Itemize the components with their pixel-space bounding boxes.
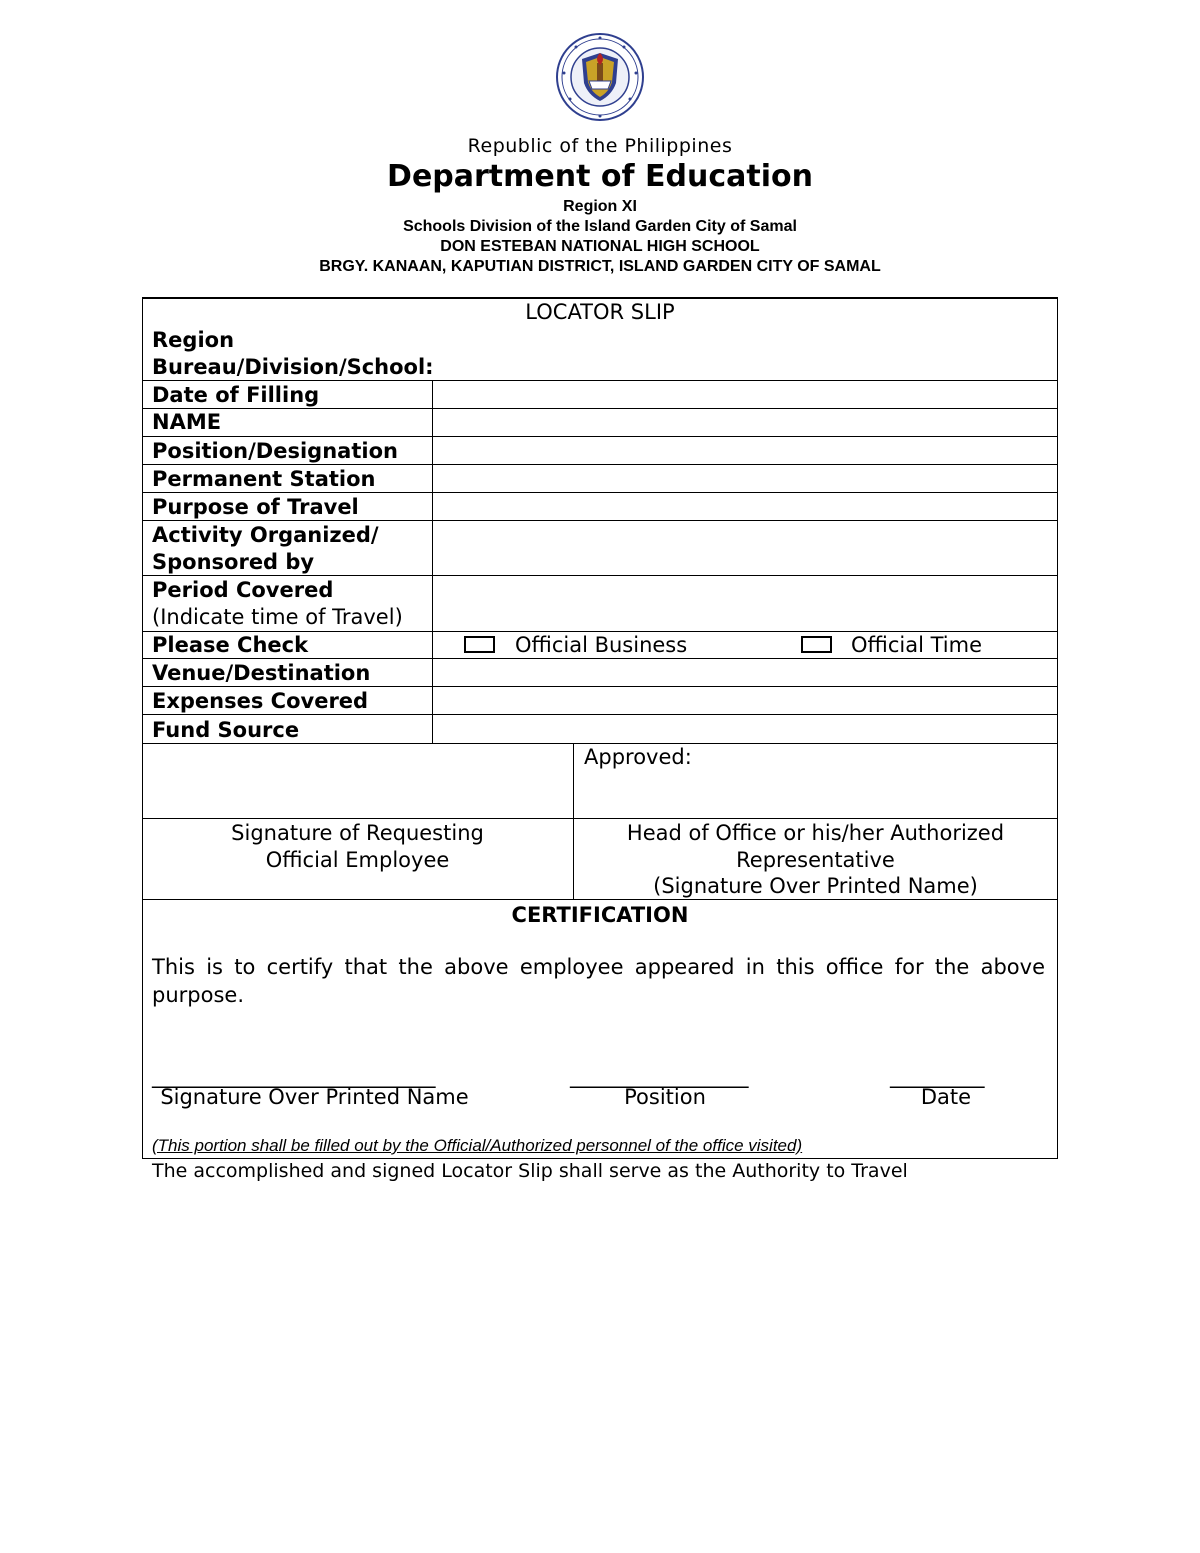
requesting-signature-line1: Signature of Requesting [231,821,484,845]
date-of-filing-label: Date of Filling [152,383,320,407]
period-covered-note: (Indicate time of Travel) [152,605,403,629]
school-name: DON ESTEBAN NATIONAL HIGH SCHOOL [440,238,760,255]
position-line[interactable]: _________________ [570,1064,749,1088]
official-time-label: Official Time [851,633,982,657]
department-title: Department of Education [387,159,813,194]
locator-slip-form [142,297,1058,1159]
fund-source-label: Fund Source [152,718,300,742]
deped-seal-icon [556,33,644,121]
head-signature-line2: Representative [736,848,895,872]
activity-label-line1: Activity Organized/ [152,523,379,547]
certification-title: CERTIFICATION [511,903,689,927]
head-signature-line3: (Signature Over Printed Name) [653,874,978,898]
please-check-label: Please Check [152,633,309,657]
name-label: NAME [152,410,222,434]
head-signature-line1: Head of Office or his/her Authorized [626,821,1005,845]
footer-note: The accomplished and signed Locator Slip shall serve as the Authority to Travel [152,1160,908,1182]
position-label-cert: Position [624,1085,706,1109]
position-label: Position/Designation [152,439,398,463]
signature-printed-name-label: Signature Over Printed Name [160,1085,469,1109]
date-line[interactable]: _________ [890,1064,985,1088]
certification-note: (This portion shall be filled out by the Official/Authorized personnel of the office visited) [152,1136,803,1155]
republic-line: Republic of the Philippines [467,135,733,157]
school-address: BRGY. KANAAN, KAPUTIAN DISTRICT, ISLAND GARDEN CITY OF SAMAL [319,258,881,275]
permanent-station-label: Permanent Station [152,467,376,491]
certification-body: This is to certify that the above employee appeared in this office for the above purpose. [152,955,1045,1007]
expenses-label: Expenses Covered [152,689,369,713]
activity-label-line2: Sponsored by [152,550,315,574]
region-label: Region [152,328,235,352]
signature-line[interactable]: ___________________________ [152,1064,436,1088]
bureau-label: Bureau/Division/School: [152,355,434,379]
division-line: Schools Division of the Island Garden City of Samal [403,218,797,235]
official-business-checkbox[interactable] [464,636,495,653]
requesting-signature-line2: Official Employee [265,848,450,872]
region-line: Region XI [563,198,637,215]
form-title: LOCATOR SLIP [525,300,675,324]
date-label-cert: Date [920,1085,972,1109]
period-covered-label: Period Covered [152,578,334,602]
approved-label: Approved: [584,745,692,769]
venue-label: Venue/Destination [152,661,371,685]
official-business-label: Official Business [515,633,688,657]
official-time-checkbox[interactable] [801,636,832,653]
purpose-label: Purpose of Travel [152,495,359,519]
